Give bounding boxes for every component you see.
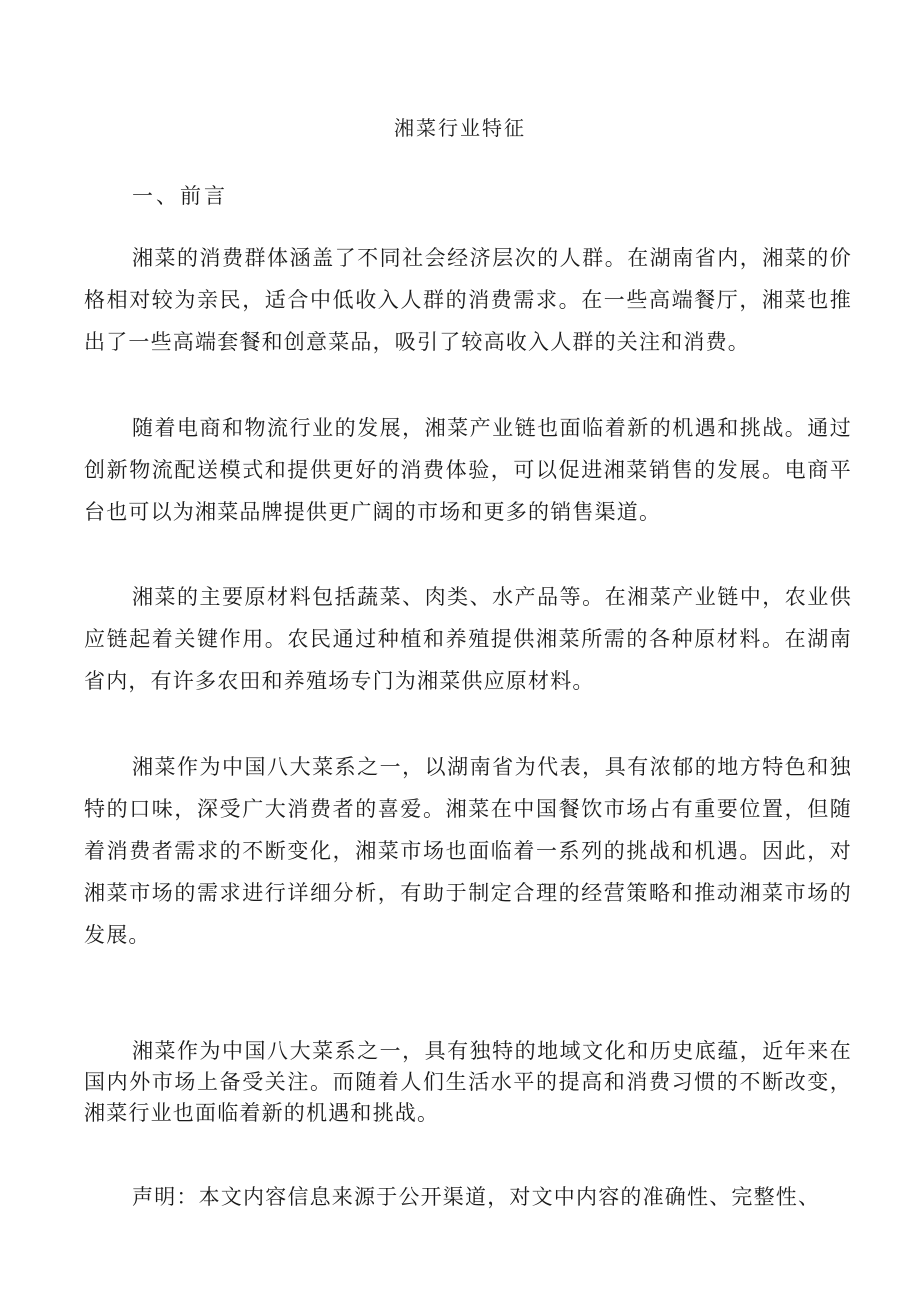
document-title: 湘菜行业特征 bbox=[394, 116, 526, 140]
paragraph: 随着电商和物流行业的发展，湘菜产业链也面临着新的机遇和挑战。通过创新物流配送模式和提供更好的消费体验，可以促进湘菜销售的发展。电商平台也可以为湘菜品牌提供更广阔的市场和更多的销售渠道。 bbox=[84, 416, 852, 524]
paragraph: 湘菜作为中国八大菜系之一，以湖南省为代表，具有浓郁的地方特色和独特的口味，深受广大消费者的喜爱。湘菜在中国餐饮市场占有重要位置，但随着消费者需求的不断变化，湘菜市场也面临着一系列的挑战和机遇。因此，对湘菜市场的需求进行详细分析，有助于制定合理的经营策略和推动湘菜市场的发展。 bbox=[84, 755, 852, 947]
disclaimer-paragraph: 声明：本文内容信息来源于公开渠道，对文中内容的准确性、完整性、 bbox=[132, 1185, 821, 1209]
paragraph: 湘菜的主要原材料包括蔬菜、肉类、水产品等。在湘菜产业链中，农业供应链起着关键作用。农民通过种植和养殖提供湘菜所需的各种原材料。在湖南省内，有许多农田和养殖场专门为湘菜供应原材料。 bbox=[84, 585, 852, 693]
paragraph: 湘菜作为中国八大菜系之一，具有独特的地域文化和历史底蕴，近年来在国内外市场上备受关注。而随着人们生活水平的提高和消费习惯的不断改变，湘菜行业也面临着新的机遇和挑战。 bbox=[84, 1039, 852, 1125]
section-heading: 一、前言 bbox=[132, 184, 228, 208]
paragraph: 湘菜的消费群体涵盖了不同社会经济层次的人群。在湖南省内，湘菜的价格相对较为亲民，适合中低收入人群的消费需求。在一些高端餐厅，湘菜也推出了一些高端套餐和创意菜品，吸引了较高收入人群的关注和消费。 bbox=[84, 246, 852, 354]
